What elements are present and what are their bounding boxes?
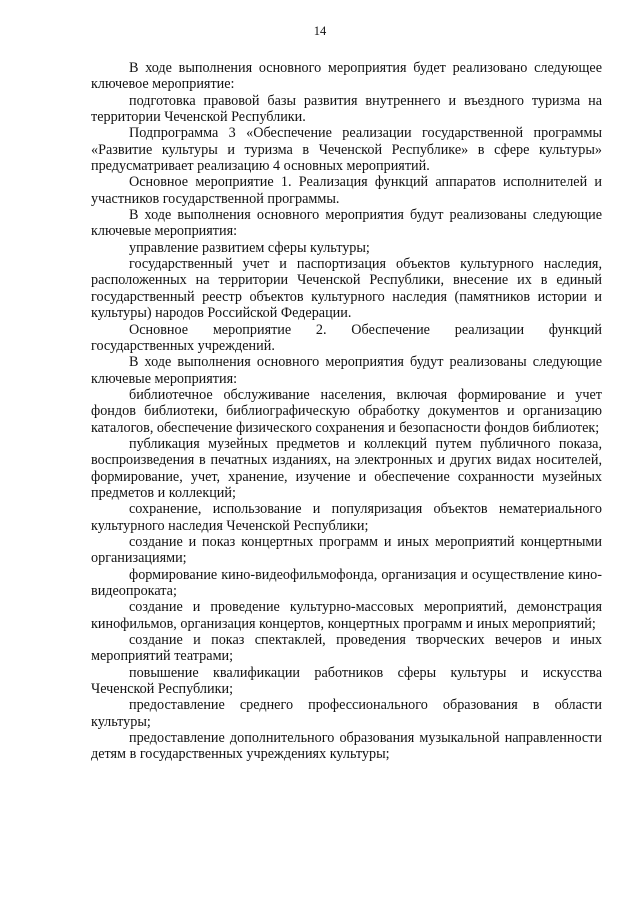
paragraph: Основное мероприятие 1. Реализация функций аппаратов исполнителей и участников государственной программы. [91, 174, 602, 207]
paragraph: создание и проведение культурно-массовых мероприятий, демонстрация кинофильмов, организация концертов, концертных программ и иных мероприятий; [91, 599, 602, 632]
paragraph: подготовка правовой базы развития внутреннего и въездного туризма на территории Чеченской Республики. [91, 92, 602, 126]
document-body [91, 60, 602, 763]
paragraph: публикация музейных предметов и коллекций путем публичного показа, воспроизведения в печатных изданиях, на электронных и других видах носителей, формирование, учет, хранение, изучение и обеспечение сохранности музейных предметов и коллекций; [91, 435, 602, 501]
paragraph: государственный учет и паспортизация объектов культурного наследия, расположенных на территории Чеченской Республики, внесение их в единый государственный реестр объектов культурного наследия (памятников истории и культуры) народов Российской Федерации. [91, 256, 602, 322]
paragraph: В ходе выполнения основного мероприятия будут реализованы следующие ключевые мероприятия: [91, 354, 602, 387]
paragraph: создание и показ концертных программ и иных мероприятий концертными организациями; [91, 533, 602, 567]
paragraph: управление развитием сферы культуры; [129, 239, 370, 256]
paragraph: повышение квалификации работников сферы культуры и искусства Чеченской Республики; [91, 664, 602, 698]
paragraph: сохранение, использование и популяризация объектов нематериального культурного наследия Чеченской Республики; [91, 501, 602, 534]
paragraph: библиотечное обслуживание населения, включая формирование и учет фондов библиотеки, библиографическую обработку документов и организацию каталогов, обеспечение физического сохранения и безопасности фондов библиотек; [91, 386, 602, 436]
paragraph: Подпрограмма 3 «Обеспечение реализации государственной программы «Развитие культуры и туризма в Чеченской Республике» в сфере культуры» предусматривает реализацию 4 основных мероприятий. [91, 125, 602, 175]
paragraph: формирование кино-видеофильмофонда, организация и осуществление кино-видеопроката; [91, 566, 602, 599]
paragraph: В ходе выполнения основного мероприятия будут реализованы следующие ключевые мероприятия: [91, 207, 602, 240]
paragraph: создание и показ спектаклей, проведения творческих вечеров и иных мероприятий театрами; [91, 632, 602, 665]
paragraph: Основное мероприятие 2. Обеспечение реализации функций государственных учреждений. [91, 321, 602, 354]
paragraph: предоставление дополнительного образования музыкальной направленности детям в государственных учреждениях культуры; [91, 730, 602, 763]
paragraph: В ходе выполнения основного мероприятия будет реализовано следующее ключевое мероприятие: [91, 60, 602, 93]
page-number: 14 [313, 24, 327, 38]
paragraph: предоставление среднего профессионального образования в области культуры; [91, 697, 602, 730]
